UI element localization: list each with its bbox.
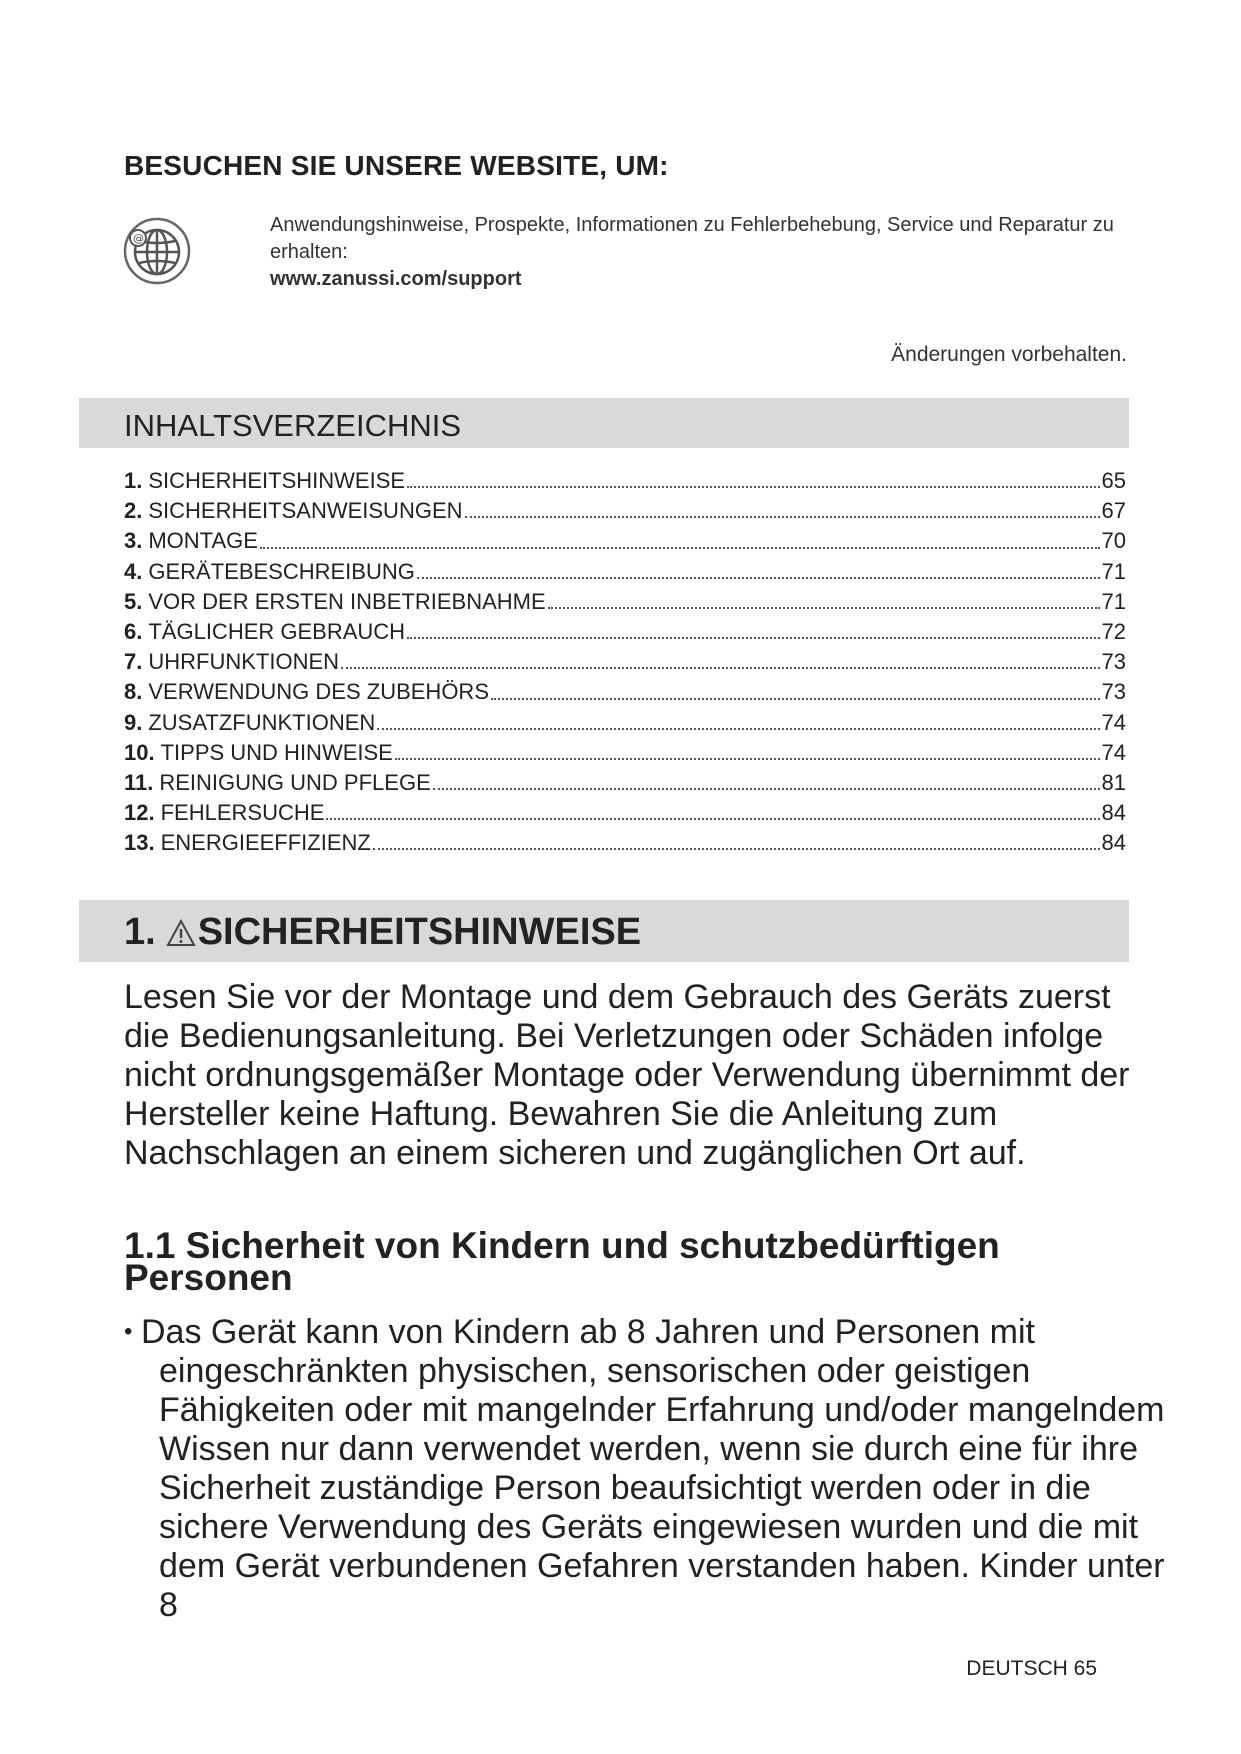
toc-entry-label: MONTAGE [148,528,258,554]
toc-entry-number: 13. [124,830,155,856]
toc-entry-number: 7. [124,649,143,675]
toc-entry-label: VERWENDUNG DES ZUBEHÖRS [148,679,489,705]
section-1-header-bar [79,900,1129,962]
section-1-title [124,911,641,954]
toc-leader-dots [407,637,1099,639]
toc-entry[interactable] [124,557,1126,587]
toc-entry-number: 3. [124,528,143,554]
toc-entry-label: ZUSATZFUNKTIONEN [148,709,376,735]
toc-entry[interactable] [124,496,1126,526]
toc-entry-page: 72 [1101,618,1126,644]
toc-entry-label: GERÄTEBESCHREIBUNG [148,558,415,584]
toc-leader-dots [407,486,1099,488]
toc-entry[interactable] [124,617,1126,647]
globe-icon [122,216,192,286]
toc-entry-number: 9. [124,709,143,735]
toc-entry-label: FEHLERSUCHE [160,800,325,826]
toc-entry-label: ENERGIEEFFIZIENZ [160,830,371,856]
list-item [124,1312,1169,1625]
toc-leader-dots [417,577,1100,579]
toc-leader-dots [377,728,1099,730]
toc-entry[interactable] [124,647,1126,677]
bullet-text: Das Gerät kann von Kindern ab 8 Jahren und Personen mit eingeschränkten physischen, sensorischen oder geistigen Fähigkeiten oder mit mangelnder Erfahrung und/oder mangelndem Wissen nur dann verwendet werden, wenn sie durch eine für ihre Sicherheit zuständige Person beaufsichtigt werden oder in die sichere Verwendung des Geräts eingewiesen wurden und die mit dem Gerät verbundenen Gefahren verstanden haben. Kinder unter 8 [141,1313,1165,1624]
toc-entry-page: 73 [1101,649,1126,675]
warning-triangle-icon [166,919,196,947]
toc-leader-dots [548,607,1100,609]
toc-entry-label: VOR DER ERSTEN INBETRIEBNAHME [148,588,546,614]
toc-entry-label: SICHERHEITSHINWEISE [148,468,406,493]
toc-entry[interactable] [124,768,1126,798]
toc-leader-dots [341,667,1099,669]
bullet-marker: • [124,1318,133,1345]
toc-entry-page: 84 [1101,830,1126,856]
toc-entry-label: SICHERHEITSANWEISUNGEN [148,498,463,524]
toc-entry[interactable] [124,738,1126,768]
toc-entry[interactable] [124,798,1126,828]
toc-entry-number: 4. [124,558,143,584]
toc-entry[interactable] [124,526,1126,556]
toc-entry-number: 5. [124,588,143,614]
toc-entry-page: 71 [1101,558,1126,584]
toc-leader-dots [326,818,1099,820]
toc-entry-number: 11. [124,769,154,795]
table-of-contents [124,466,1126,858]
toc-entry-number: 1. [124,468,143,493]
toc-leader-dots [433,788,1100,790]
section-1-intro: Lesen Sie vor der Montage und dem Gebrauch des Geräts zuerst die Bedienungsanleitung. Bei Verletzungen oder Schäden infolge nicht ordnungsgemäßer Montage oder Verwendung übernimmt der Hersteller keine Haftung. Bewahren Sie die Anleitung zum Nachschlagen an einem sicheren und zugänglichen Ort auf. [124,978,1130,1172]
toc-entry-page: 67 [1101,498,1126,524]
toc-header-bar [79,398,1129,448]
toc-entry-page: 70 [1101,528,1126,554]
toc-leader-dots [491,698,1100,700]
toc-entry-page: 81 [1101,769,1126,795]
website-text: Anwendungshinweise, Prospekte, Informationen zu Fehlerbehebung, Service und Reparatur zu erhalten: [270,214,1114,263]
toc-entry[interactable] [124,708,1126,738]
toc-leader-dots [260,547,1100,549]
toc-leader-dots [465,516,1100,518]
toc-entry-page: 73 [1101,679,1126,705]
toc-entry-page: 84 [1101,800,1126,826]
section-1-number: 1. [124,911,156,953]
toc-entry-label: UHRFUNKTIONEN [148,649,340,675]
toc-entry-page: 74 [1101,709,1126,735]
toc-entry-number: 6. [124,618,143,644]
toc-entry-label: TIPPS UND HINWEISE [160,739,393,765]
toc-entry-page: 74 [1101,739,1126,765]
section-1-title-text: SICHERHEITSHINWEISE [197,911,642,953]
toc-entry-page: 71 [1101,588,1126,614]
toc-entry-number: 2. [124,498,143,524]
subsection-1-1-title: 1.1 Sicherheit von Kindern und schutzbedürftigen Personen [124,1225,1000,1298]
toc-leader-dots [373,848,1100,850]
changes-note: Änderungen vorbehalten. [891,343,1127,366]
page-footer: DEUTSCH 65 [966,1657,1097,1680]
toc-leader-dots [395,758,1100,760]
toc-entry[interactable] [124,466,1126,496]
toc-entry-number: 12. [124,800,155,826]
website-heading: BESUCHEN SIE UNSERE WEBSITE, UM: [124,150,669,181]
toc-entry-label: REINIGUNG UND PFLEGE [159,769,431,795]
toc-entry[interactable] [124,677,1126,707]
svg-text:@: @ [133,232,144,245]
toc-title: INHALTSVERZEICHNIS [124,408,462,443]
website-description [270,212,1130,293]
toc-entry-number: 10. [124,739,155,765]
toc-entry[interactable] [124,828,1126,858]
toc-entry-page: 65 [1101,468,1126,493]
toc-entry[interactable] [124,587,1126,617]
website-url-link[interactable]: www.zanussi.com/support [270,268,522,290]
toc-entry-label: TÄGLICHER GEBRAUCH [148,618,406,644]
toc-entry-number: 8. [124,679,143,705]
